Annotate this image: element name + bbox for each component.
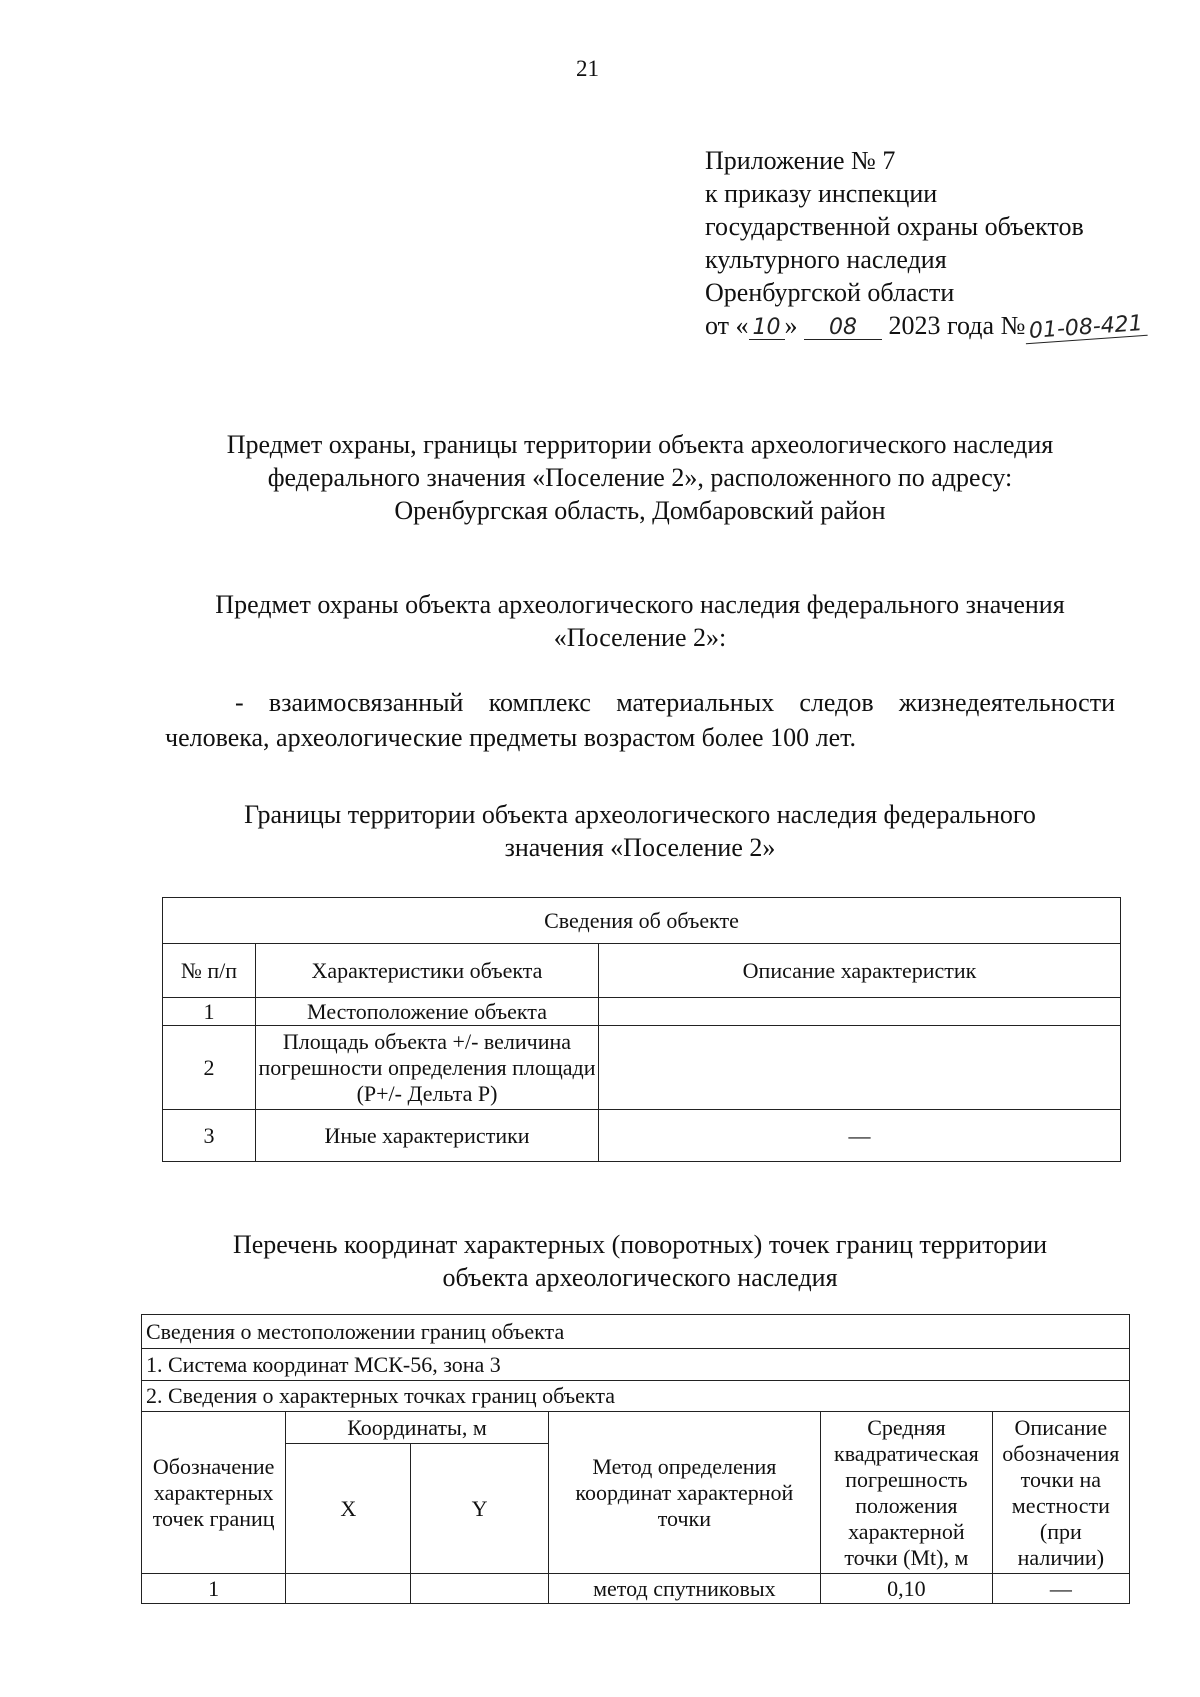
row-desc xyxy=(599,1026,1121,1110)
header-error: Средняя квадратическая погрешность положения характерной точки (Mt), м xyxy=(821,1412,993,1574)
date-prefix: от « xyxy=(705,311,749,340)
table-row xyxy=(163,998,1121,1026)
header-description: Описание характеристик xyxy=(599,944,1121,998)
appendix-line: к приказу инспекции xyxy=(705,179,938,208)
header-characteristics: Характеристики объекта xyxy=(256,944,599,998)
coords-heading xyxy=(150,1228,1130,1294)
header-point-description: Описание обозначения точки на местности (при наличии) xyxy=(992,1412,1129,1574)
heading-line: значения «Поселение 2» xyxy=(504,833,776,862)
row-desc xyxy=(599,998,1121,1026)
subject-heading xyxy=(150,588,1130,654)
cell-method: метод спутниковых xyxy=(548,1574,820,1604)
header-y: Y xyxy=(411,1444,548,1574)
title-line: Предмет охраны, границы территории объекта археологического наследия xyxy=(226,430,1054,459)
header-method: Метод определения координат характерной точки xyxy=(548,1412,820,1574)
appendix-line: Оренбургской области xyxy=(705,278,955,307)
appendix-block xyxy=(705,144,1147,342)
cell-x xyxy=(286,1574,411,1604)
handwritten-order-number: 01-08-421 xyxy=(1025,313,1148,344)
cell-y xyxy=(411,1574,548,1604)
appendix-date-line xyxy=(705,309,1147,342)
header-num: № п/п xyxy=(163,944,256,998)
coords-table-row1: Сведения о местоположении границ объекта xyxy=(142,1315,1130,1349)
header-x: X xyxy=(286,1444,411,1574)
header-designation: Обозначение характерных точек границ xyxy=(142,1412,286,1574)
object-info-table xyxy=(162,897,1121,1162)
appendix-line: культурного наследия xyxy=(705,245,947,274)
row-name: Площадь объекта +/- величина погрешности определения площади (Р+/- Дельта Р) xyxy=(256,1026,599,1110)
heading-line: Предмет охраны объекта археологического наследия федерального значения xyxy=(215,590,1065,619)
handwritten-month: 08 xyxy=(804,317,882,340)
cell-point: 1 xyxy=(142,1574,286,1604)
row-num: 3 xyxy=(163,1110,256,1162)
table-row xyxy=(142,1574,1130,1604)
title-line: федерального значения «Поселение 2», расположенного по адресу: xyxy=(267,463,1013,492)
row-num: 2 xyxy=(163,1026,256,1110)
appendix-line: государственной охраны объектов xyxy=(705,212,1084,241)
page-number: 21 xyxy=(576,56,599,81)
row-desc: — xyxy=(599,1110,1121,1162)
coordinates-table xyxy=(141,1314,1130,1604)
header-coordinates: Координаты, м xyxy=(286,1412,548,1444)
object-table-caption: Сведения об объекте xyxy=(163,898,1121,944)
row-name: Иные характеристики xyxy=(256,1110,599,1162)
cell-description: — xyxy=(992,1574,1129,1604)
heading-line: Перечень координат характерных (поворотных) точек границ территории xyxy=(232,1230,1048,1259)
coords-table-row3: 2. Сведения о характерных точках границ объекта xyxy=(142,1381,1130,1412)
boundaries-heading xyxy=(150,798,1130,864)
coords-table-row2: 1. Система координат МСК-56, зона 3 xyxy=(142,1349,1130,1381)
table-row xyxy=(163,1110,1121,1162)
title-line: Оренбургская область, Домбаровский район xyxy=(394,496,886,525)
table-row xyxy=(163,1026,1121,1110)
row-name: Местоположение объекта xyxy=(256,998,599,1026)
heading-line: Границы территории объекта археологического наследия федерального xyxy=(244,800,1036,829)
cell-error: 0,10 xyxy=(821,1574,993,1604)
year-text: 2023 года № xyxy=(888,311,1026,340)
subject-text: - взаимосвязанный комплекс материальных следов жизнедеятельности человека, археологические предметы возрастом более 100 лет. xyxy=(165,688,1115,752)
document-title xyxy=(150,428,1130,527)
handwritten-day: 10 xyxy=(749,317,785,340)
row-num: 1 xyxy=(163,998,256,1026)
day-suffix: » xyxy=(784,311,798,340)
heading-line: объекта археологического наследия xyxy=(442,1263,838,1292)
appendix-line: Приложение № 7 xyxy=(705,146,896,175)
heading-line: «Поселение 2»: xyxy=(553,623,727,652)
